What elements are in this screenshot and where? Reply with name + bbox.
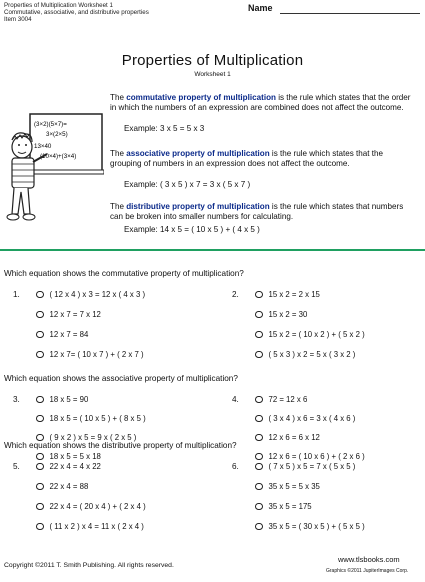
answer-option[interactable]: [36, 482, 88, 491]
radio-circle[interactable]: [255, 453, 263, 461]
answer-option[interactable]: [36, 330, 88, 339]
question-distributive: Which equation shows the distributive property of multiplication?: [4, 441, 237, 450]
question-associative: Which equation shows the associative property of multiplication?: [4, 374, 238, 383]
definition-distributive: [110, 202, 416, 222]
radio-circle[interactable]: [255, 291, 263, 299]
answer-option[interactable]: [36, 414, 146, 423]
answer-option[interactable]: [36, 310, 101, 319]
answer-option[interactable]: [255, 414, 355, 423]
footer-copyright: Copyright ©2011 T. Smith Publishing. All rights reserved.: [4, 562, 174, 569]
option-text: 22 x 4 = 88: [49, 482, 89, 491]
definition-text: is the rule which states that the grouping of numbers in an expression does not affect the outcome.: [110, 149, 384, 168]
option-text: 15 x 2 = 2 x 15: [268, 290, 320, 299]
radio-circle[interactable]: [255, 311, 263, 319]
term-distributive: distributive property of multiplication: [126, 202, 270, 211]
section-divider: [0, 249, 425, 251]
radio-circle[interactable]: [255, 463, 263, 471]
problem-number: 3.: [13, 395, 20, 404]
option-text: ( 5 x 3 ) x 2 = 5 x ( 3 x 2 ): [268, 350, 356, 359]
footer-website: www.tlsbooks.com: [338, 555, 400, 564]
radio-circle[interactable]: [36, 331, 44, 339]
option-text: 12 x 7 = 7 x 12: [49, 310, 101, 319]
answer-option[interactable]: [255, 433, 320, 442]
problem-number: 4.: [232, 395, 239, 404]
answer-option[interactable]: [255, 290, 320, 299]
radio-circle[interactable]: [255, 396, 263, 404]
answer-option[interactable]: [36, 350, 144, 359]
option-text: 12 x 7= ( 10 x 7 ) + ( 2 x 7 ): [49, 350, 144, 359]
option-text: ( 12 x 4 ) x 3 = 12 x ( 4 x 3 ): [49, 290, 146, 299]
option-text: 22 x 4 = 4 x 22: [49, 462, 101, 471]
board-line-3: 13×40: [34, 143, 52, 150]
header-title: Properties of Multiplication Worksheet 1: [4, 2, 113, 9]
option-text: 18 x 5 = 90: [49, 395, 89, 404]
answer-option[interactable]: [36, 290, 145, 299]
definition-associative: [110, 149, 416, 169]
answer-option[interactable]: [36, 522, 144, 531]
option-text: ( 7 x 5 ) x 5 = 7 x ( 5 x 5 ): [268, 462, 356, 471]
page-title: Properties of Multiplication: [121, 52, 304, 69]
example-commutative: Example: 3 x 5 = 5 x 3: [124, 124, 205, 133]
radio-circle[interactable]: [36, 523, 44, 531]
radio-circle[interactable]: [255, 415, 263, 423]
radio-circle[interactable]: [255, 523, 263, 531]
option-text: 72 = 12 x 6: [268, 395, 308, 404]
page-subtitle: Worksheet 1: [194, 71, 231, 78]
example-associative: Example: ( 3 x 5 ) x 7 = 3 x ( 5 x 7 ): [124, 180, 251, 189]
header-subtitle: Commutative, associative, and distributive properties: [4, 9, 149, 17]
radio-circle[interactable]: [255, 331, 263, 339]
term-commutative: commutative property of multiplication: [126, 93, 276, 102]
definition-text: is the rule which states that numbers can be broken into smaller numbers for calculating.: [110, 202, 404, 221]
header-item-number: Item 3004: [4, 16, 32, 24]
answer-option[interactable]: [255, 482, 320, 491]
problem-number: 2.: [232, 290, 239, 299]
header-info: [4, 2, 149, 24]
definition-text: The: [110, 93, 127, 102]
answer-option[interactable]: [255, 350, 355, 359]
definition-commutative: [110, 93, 416, 113]
answer-option[interactable]: [255, 330, 365, 339]
answer-option[interactable]: [255, 395, 307, 404]
answer-option[interactable]: [36, 452, 101, 461]
radio-circle[interactable]: [36, 396, 44, 404]
radio-circle[interactable]: [255, 503, 263, 511]
name-label: Name: [248, 3, 273, 13]
answer-option[interactable]: [36, 502, 146, 511]
radio-circle[interactable]: [36, 483, 44, 491]
option-text: 12 x 6 = ( 10 x 6 ) + ( 2 x 6 ): [268, 452, 365, 461]
option-text: 12 x 6 = 6 x 12: [268, 433, 320, 442]
answer-option[interactable]: [255, 502, 312, 511]
problem-number: 5.: [13, 462, 20, 471]
question-commutative: Which equation shows the commutative property of multiplication?: [4, 269, 244, 278]
definition-text: The: [110, 149, 127, 158]
definition-text: The: [110, 202, 127, 211]
teacher-chalkboard-illustration: [6, 110, 104, 225]
option-text: 12 x 7 = 84: [49, 330, 89, 339]
radio-circle[interactable]: [36, 415, 44, 423]
problem-number: 1.: [13, 290, 20, 299]
option-text: ( 3 x 4 ) x 6 = 3 x ( 4 x 6 ): [268, 414, 356, 423]
option-text: 35 x 5 = ( 30 x 5 ) + ( 5 x 5 ): [268, 522, 365, 531]
radio-circle[interactable]: [36, 434, 44, 442]
answer-option[interactable]: [36, 462, 101, 471]
option-text: 15 x 2 = 30: [268, 310, 308, 319]
answer-option[interactable]: [255, 452, 365, 461]
name-field-line[interactable]: [280, 13, 420, 14]
radio-circle[interactable]: [255, 483, 263, 491]
option-text: 35 x 5 = 175: [268, 502, 312, 511]
radio-circle[interactable]: [36, 291, 44, 299]
answer-option[interactable]: [255, 522, 365, 531]
radio-circle[interactable]: [36, 351, 44, 359]
definition-text: is the rule which states that the order in which the numbers of an expression are combined does not affect the outcome.: [110, 93, 411, 112]
radio-circle[interactable]: [36, 311, 44, 319]
option-text: 35 x 5 = 5 x 35: [268, 482, 320, 491]
option-text: 22 x 4 = ( 20 x 4 ) + ( 2 x 4 ): [49, 502, 146, 511]
radio-circle[interactable]: [36, 463, 44, 471]
option-text: ( 9 x 2 ) x 5 = 9 x ( 2 x 5 ): [49, 433, 137, 442]
problem-number: 6.: [232, 462, 239, 471]
answer-option[interactable]: [36, 395, 88, 404]
option-text: 18 x 5 = 5 x 18: [49, 452, 101, 461]
radio-circle[interactable]: [255, 351, 263, 359]
footer-graphics-credit: Graphics ©2011 JupiterImages Corp.: [326, 568, 409, 574]
radio-circle[interactable]: [36, 453, 44, 461]
example-distributive: Example: 14 x 5 = ( 10 x 5 ) + ( 4 x 5 ): [124, 225, 260, 234]
answer-option[interactable]: [255, 310, 307, 319]
board-line-2: 3×(2×5): [46, 131, 68, 138]
radio-circle[interactable]: [36, 503, 44, 511]
radio-circle[interactable]: [255, 434, 263, 442]
option-text: ( 11 x 2 ) x 4 = 11 x ( 2 x 4 ): [49, 522, 144, 531]
option-text: 15 x 2 = ( 10 x 2 ) + ( 5 x 2 ): [268, 330, 365, 339]
option-text: 18 x 5 = ( 10 x 5 ) + ( 8 x 5 ): [49, 414, 146, 423]
answer-option[interactable]: [255, 462, 355, 471]
term-associative: associative property of multiplication: [126, 149, 270, 158]
board-line-1: (3×2)(5×7)=: [34, 121, 67, 128]
board-line-4: (10×4)+(3×4): [40, 153, 77, 160]
